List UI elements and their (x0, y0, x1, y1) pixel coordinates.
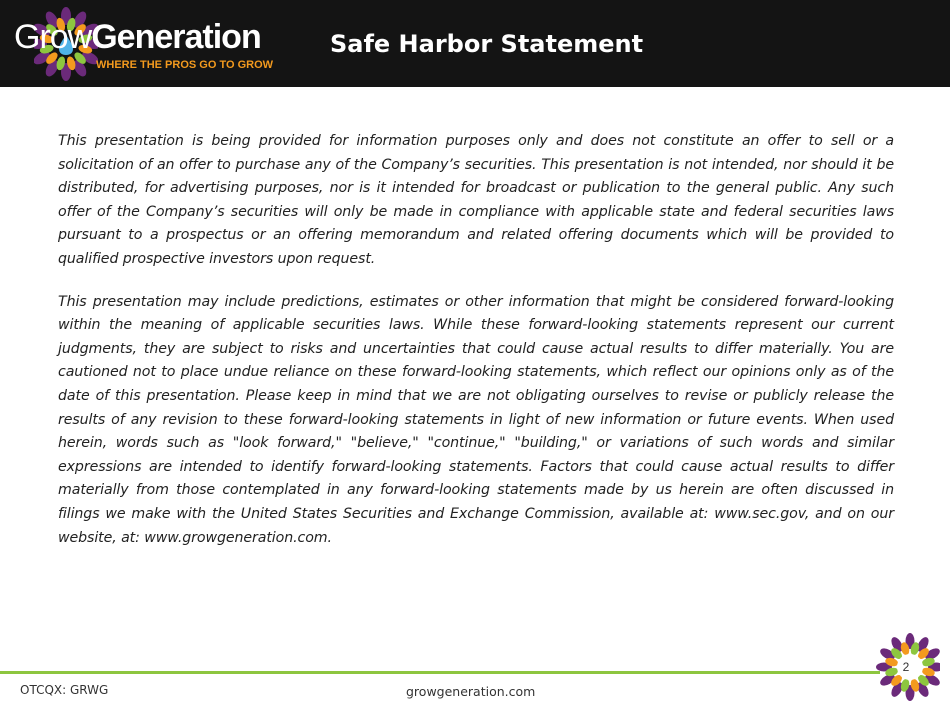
page-title: Safe Harbor Statement (330, 30, 644, 58)
website-url: growgeneration.com (406, 684, 536, 699)
logo-word-grow: Grow (14, 18, 92, 56)
growgeneration-logo (6, 4, 296, 84)
ticker-symbol: OTCQX: GRWG (20, 683, 109, 697)
logo-wordmark (14, 18, 261, 57)
page-number: 2 (902, 660, 910, 674)
footer-divider (0, 671, 880, 674)
logo-word-generation: Generation (91, 18, 261, 56)
header-bar (0, 0, 950, 87)
statement-body (58, 130, 894, 569)
paragraph-information-purposes: This presentation is being provided for information purposes only and does not constitute an offer to sell or a solicitation of an offer to purchase any of the Company’s securities. This presentation is not intended, nor should it be distributed, for advertising purposes, nor is it intended for broadcast or publication to the general public. Any such offer of the Company’s securities will only be made in compliance with applicable state and federal securities laws pursuant to a prospectus or an offering memorandum and related offering documents which will be provided to qualified prospective investors upon request. (58, 133, 894, 267)
paragraph-forward-looking: This presentation may include predictions, estimates or other information that might be considered forward-looking within the meaning of applicable securities laws. While these forward-looking statements represent our current judgments, they are subject to risks and uncertainties that could cause actual results to differ materially. You are cautioned not to place undue reliance on these forward-looking statements, which reflect our opinions only as of the date of this presentation. Please keep in mind that we are not obligating ourselves to revise or publicly release the results of any revision to these forward-looking statements in light of new information or future events. When used herein, words such as "look forward," "believe," "continue," "building," or variations of such words and similar expressions are intended to identify forward-looking statements. Factors that could cause actual results to differ materially from those contemplated in any forward-looking statements made by us herein are often discussed in filings we make with the United States Securities and Exchange Commission, available at: www.sec.gov, and on our website, at: www.growgeneration.com. (58, 293, 894, 546)
logo-tagline: WHERE THE PROS GO TO GROW (96, 59, 274, 71)
